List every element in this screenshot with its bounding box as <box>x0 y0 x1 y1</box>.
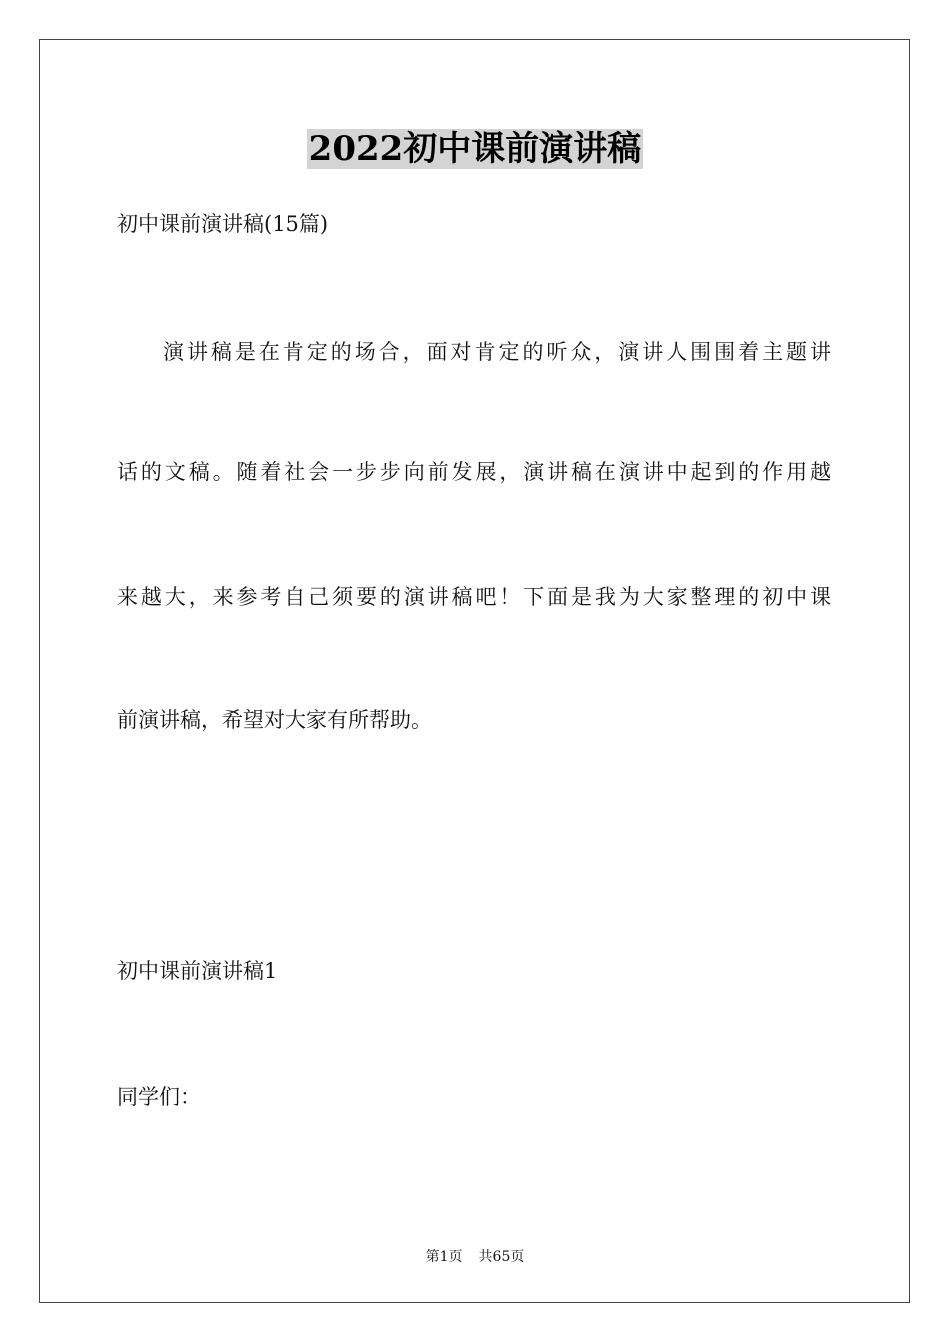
document-title <box>0 126 950 172</box>
intro-line-2: 话的文稿。随着社会一步步向前发展，演讲稿在演讲中起到的作用越 <box>117 460 831 484</box>
intro-line-4: 前演讲稿，希望对大家有所帮助。 <box>117 708 432 732</box>
page-total: 共65页 <box>478 1249 525 1265</box>
title-text: 2022初中课前演讲稿 <box>308 129 642 169</box>
document-subtitle: 初中课前演讲稿(15篇) <box>117 212 329 236</box>
page-footer <box>0 1247 950 1267</box>
greeting: 同学们： <box>117 1085 201 1109</box>
page-number: 第1页 <box>425 1249 463 1265</box>
intro-line-1: 演讲稿是在肯定的场合，面对肯定的听众，演讲人围围着主题讲 <box>163 340 831 364</box>
intro-line-3: 来越大，来参考自己须要的演讲稿吧！下面是我为大家整理的初中课 <box>117 585 831 609</box>
section-heading: 初中课前演讲稿1 <box>117 959 278 983</box>
